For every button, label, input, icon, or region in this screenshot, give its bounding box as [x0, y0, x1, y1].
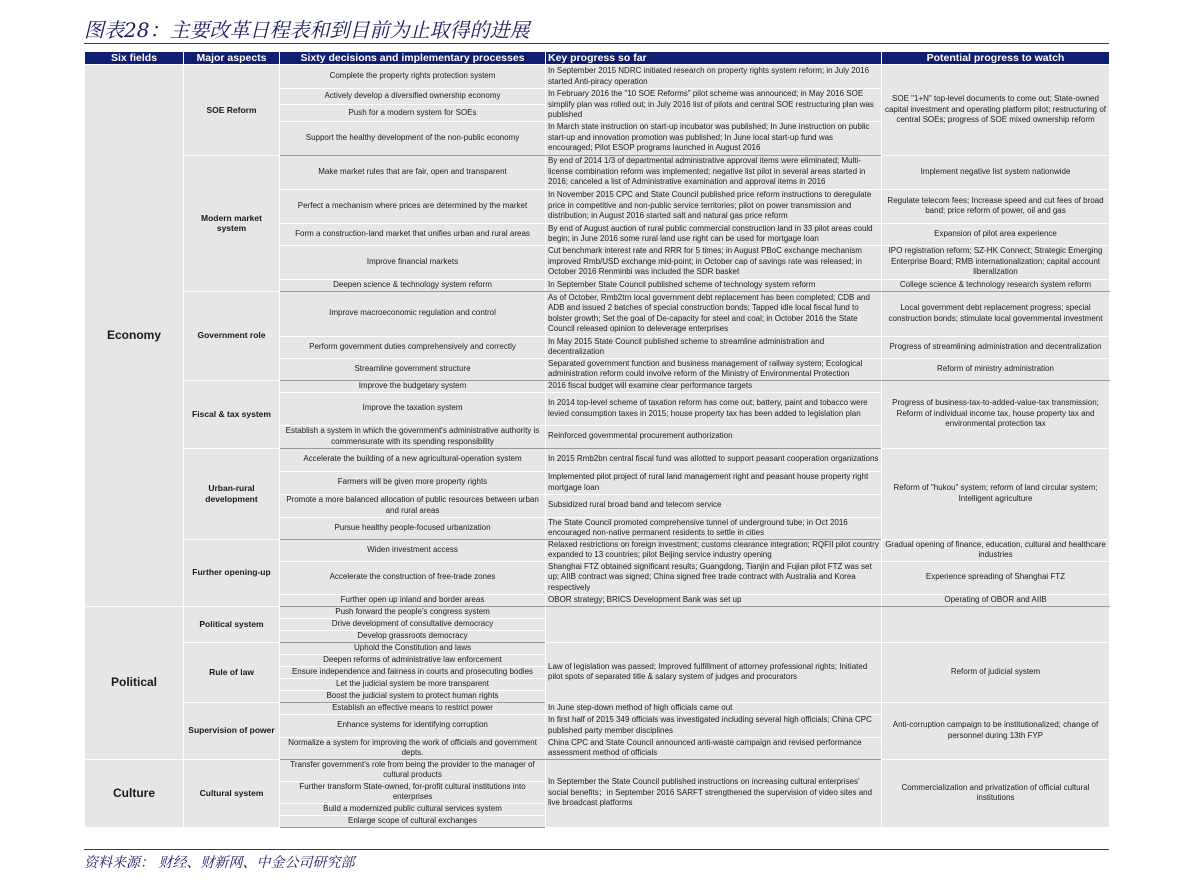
watch-cell: Gradual opening of finance, education, cultural and healthcare industries: [882, 539, 1110, 561]
decision-cell: Push forward the people's congress system: [280, 606, 546, 618]
progress-cell: Implemented pilot project of rural land management right and peasant house property right mortgage loan: [546, 471, 882, 494]
table-row: [85, 448, 1110, 471]
aspect-rule-of-law: Rule of law: [184, 642, 280, 702]
decision-cell: Further transform State-owned, for-profit cultural institutions into enterprises: [280, 781, 546, 803]
table-row: [85, 759, 1110, 781]
table-row: [85, 380, 1110, 392]
progress-cell: In February 2016 the "10 SOE Reforms" pilot scheme was announced; in May 2016 SOE simplify plan was rolled out; in July 2016 list of pilots and central SOE restructuring plan was published: [546, 89, 882, 122]
progress-cell: In September the State Council published instructions on increasing cultural enterprises' social benefits；in September 2016 SARFT strengthened the supervision of video sites and live broadcast platforms: [546, 759, 882, 827]
decision-cell: Normalize a system for improving the work of officials and government depts.: [280, 737, 546, 759]
decision-cell: Enhance systems for identifying corruption: [280, 714, 546, 737]
decision-cell: Develop grassroots democracy: [280, 630, 546, 642]
progress-cell: By end of 2014 1/3 of departmental administrative approval items were eliminated; Multi-license combination reform was implemented; negative list pilot in several areas started in 2016; canceled a list of Administrative examination and approval items in 2016: [546, 155, 882, 189]
decision-cell: Establish a system in which the government's administrative authority is commensurate with its spending responsibility: [280, 425, 546, 448]
watch-cell: Expansion of pilot area experience: [882, 223, 1110, 245]
table-row: [85, 155, 1110, 189]
watch-cell: Progress of streamlining administration and decentralization: [882, 336, 1110, 358]
progress-cell: Shanghai FTZ obtained significant results; Guangdong, Tianjin and Fujian pilot FTZ was set up; AIIB contract was signed; China signed free trade contract with Australia and Korea respectively: [546, 561, 882, 594]
source-note: 资料来源： 财经、财新网、中金公司研究部: [84, 855, 355, 871]
reform-progress-table: [84, 51, 1110, 828]
progress-cell: In November 2015 CPC and State Council published price reform instructions to deregulate price in competitive and non-public service territories; pilot on power transmission and distribution; in August 2016 started salt and natural gas price reform: [546, 189, 882, 223]
progress-cell: In first half of 2015 349 officials was investigated including several high officials; China CPC published party member disciplines: [546, 714, 882, 737]
source-rule: [84, 849, 1109, 850]
decision-cell: Ensure independence and fairness in courts and prosecuting bodies: [280, 666, 546, 678]
progress-cell: As of October, Rmb2trn local government debt replacement has been completed; CDB and ADB and issued 2 batches of special construction bonds; Tapped idle local fiscal fund to bolster growth; Set the goal of De-capacity for steel and coal; in October 2016 the State Council released opinion to deleverage enterprises: [546, 291, 882, 336]
aspect-soe-reform: SOE Reform: [184, 65, 280, 156]
decision-cell: Further open up inland and border areas: [280, 594, 546, 606]
aspect-cultural-system: Cultural system: [184, 759, 280, 827]
decision-cell: Complete the property rights protection system: [280, 65, 546, 89]
progress-cell: Cut benchmark interest rate and RRR for 5 times; in August PBoC exchange mechanism improved Rmb/USD exchange mid-point; in October cap of savings rate was released; in October 2016 Renminbi was included the SDR basket: [546, 245, 882, 279]
watch-cell: Reform of ministry administration: [882, 358, 1110, 380]
watch-cell: Local government debt replacement progress; special construction bonds; stimulate local governmental investment: [882, 291, 1110, 336]
progress-cell: Reinforced governmental procurement authorization: [546, 425, 882, 448]
progress-cell: By end of August auction of rural public commercial construction land in 33 pilot areas could begin; in June 2016 some rural land use right can be used for mortgage loan: [546, 223, 882, 245]
header-major-aspects: Major aspects: [184, 52, 280, 65]
decision-cell: Farmers will be given more property rights: [280, 471, 546, 494]
aspect-supervision-of-power: Supervision of power: [184, 702, 280, 759]
decision-cell: Streamline government structure: [280, 358, 546, 380]
decision-cell: Improve the budgetary system: [280, 380, 546, 392]
decision-cell: Make market rules that are fair, open and transparent: [280, 155, 546, 189]
watch-cell: Commercialization and privatization of official cultural institutions: [882, 759, 1110, 827]
decision-cell: Improve the taxation system: [280, 392, 546, 425]
decision-cell: Actively develop a diversified ownership economy: [280, 89, 546, 105]
decision-cell: Promote a more balanced allocation of public resources between urban and rural areas: [280, 494, 546, 517]
header-key-progress: Key progress so far: [546, 52, 882, 65]
decision-cell: Support the healthy development of the non-public economy: [280, 121, 546, 155]
decision-cell: Widen investment access: [280, 539, 546, 561]
watch-cell: Regulate telecom fees; Increase speed and cut fees of broad band; price reform of power, oil and gas: [882, 189, 1110, 223]
header-potential-progress: Potential progress to watch: [882, 52, 1110, 65]
decision-cell: Pursue healthy people-focused urbanization: [280, 517, 546, 539]
progress-cell: Subsidized rural broad band and telecom service: [546, 494, 882, 517]
progress-cell: China CPC and State Council announced anti-waste campaign and revised performance assessment method of officials: [546, 737, 882, 759]
table-row: [85, 702, 1110, 714]
decision-cell: Perfect a mechanism where prices are determined by the market: [280, 189, 546, 223]
decision-cell: Build a modernized public cultural services system: [280, 803, 546, 815]
progress-cell-empty: [546, 606, 882, 642]
field-political: Political: [85, 606, 184, 759]
aspect-fiscal-tax-system: Fiscal & tax system: [184, 380, 280, 448]
watch-cell-empty: [882, 606, 1110, 642]
watch-cell: Operating of OBOR and AIIB: [882, 594, 1110, 606]
aspect-urban-rural-development: Urban-rural development: [184, 448, 280, 539]
table-header-row: [85, 52, 1110, 65]
table-row: [85, 65, 1110, 89]
aspect-further-opening-up: Further opening-up: [184, 539, 280, 606]
decision-cell: Enlarge scope of cultural exchanges: [280, 815, 546, 827]
aspect-government-role: Government role: [184, 291, 280, 380]
table-row: [85, 642, 1110, 654]
decision-cell: Form a construction-land market that unifies urban and rural areas: [280, 223, 546, 245]
decision-cell: Let the judicial system be more transparent: [280, 678, 546, 690]
progress-cell: Separated government function and business management of railway system; Ecological administration reform could involve reform of the Ministry of Environmental Protection: [546, 358, 882, 380]
decision-cell: Improve financial markets: [280, 245, 546, 279]
table-body: [85, 65, 1110, 828]
watch-cell: SOE "1+N" top-level documents to come out; State-owned capital investment and operating platform pilot; restructuring of central SOEs; progress of SOE mixed ownership reform: [882, 65, 1110, 156]
decision-cell: Uphold the Constitution and laws: [280, 642, 546, 654]
decision-cell: Deepen science & technology system reform: [280, 279, 546, 291]
watch-cell: IPO registration reform; SZ-HK Connect; Strategic Emerging Enterprise Board; RMB internationalization; capital account liberalization: [882, 245, 1110, 279]
watch-cell: Implement negative list system nationwide: [882, 155, 1110, 189]
watch-cell: College science & technology research system reform: [882, 279, 1110, 291]
decision-cell: Drive development of consultative democracy: [280, 618, 546, 630]
progress-cell: 2016 fiscal budget will examine clear performance targets: [546, 380, 882, 392]
watch-cell: Experience spreading of Shanghai FTZ: [882, 561, 1110, 594]
progress-cell: In September State Council published scheme of technology system reform: [546, 279, 882, 291]
watch-cell: Progress of business-tax-to-added-value-tax transmission; Reform of individual income tax, house property tax and environmental protection tax: [882, 380, 1110, 448]
decision-cell: Establish an effective means to restrict power: [280, 702, 546, 714]
title-rule: [84, 43, 1109, 44]
figure-title: 图表28：主要改革日程表和到目前为止取得的进展: [84, 18, 530, 42]
progress-cell: Relaxed restrictions on foreign investment; customs clearance integration; RQFII pilot country expanded to 13 countries; pilot Beijing service industry opening: [546, 539, 882, 561]
progress-cell: In May 2015 State Council published scheme to streamline administration and decentralization: [546, 336, 882, 358]
progress-cell: Law of legislation was passed; Improved fulfillment of attorney professional rights; Initiated pilot spots of separated title & salary system of judges and procurators: [546, 642, 882, 702]
aspect-modern-market-system: Modern market system: [184, 155, 280, 291]
header-decisions: Sixty decisions and implementary processes: [280, 52, 546, 65]
decision-cell: Accelerate the building of a new agricultural-operation system: [280, 448, 546, 471]
table-row: [85, 291, 1110, 336]
aspect-political-system: Political system: [184, 606, 280, 642]
watch-cell: Reform of "hukou" system; reform of land circular system; Intelligent agriculture: [882, 448, 1110, 539]
decision-cell: Boost the judicial system to protect human rights: [280, 690, 546, 702]
watch-cell: Anti-corruption campaign to be institutionalized; change of personnel during 13th FYP: [882, 702, 1110, 759]
decision-cell: Push for a modern system for SOEs: [280, 105, 546, 121]
decision-cell: Improve macroeconomic regulation and control: [280, 291, 546, 336]
header-six-fields: Six fields: [85, 52, 184, 65]
table-row: [85, 606, 1110, 618]
progress-cell: In September 2015 NDRC initiated research on property rights system reform; in July 2016 started Anti-piracy operation: [546, 65, 882, 89]
watch-cell: Reform of judicial system: [882, 642, 1110, 702]
table-row: [85, 539, 1110, 561]
progress-cell: In 2014 top-level scheme of taxation reform has come out; battery, paint and tobacco were levied consumption taxes in 2015; house property tax has been added to legislation plan: [546, 392, 882, 425]
decision-cell: Deepen reforms of administrative law enforcement: [280, 654, 546, 666]
progress-cell: In 2015 Rmb2bn central fiscal fund was allotted to support peasant cooperation organizations: [546, 448, 882, 471]
field-culture: Culture: [85, 759, 184, 827]
decision-cell: Transfer government's role from being the provider to the manager of cultural products: [280, 759, 546, 781]
progress-cell: In March state instruction on start-up incubator was published; In June instruction on public start-up and innovation promotion was published; In June local start-up fund was encouraged; Pilot ESOP programs launched in August 2016: [546, 121, 882, 155]
field-economy: Economy: [85, 65, 184, 607]
progress-cell: The State Council promoted comprehensive tunnel of underground tube; in Oct 2016 encouraged non-native permanent residents to settle in cities: [546, 517, 882, 539]
progress-cell: OBOR strategy; BRICS Development Bank was set up: [546, 594, 882, 606]
decision-cell: Accelerate the construction of free-trade zones: [280, 561, 546, 594]
decision-cell: Perform government duties comprehensively and correctly: [280, 336, 546, 358]
progress-cell: In June step-down method of high officials came out: [546, 702, 882, 714]
